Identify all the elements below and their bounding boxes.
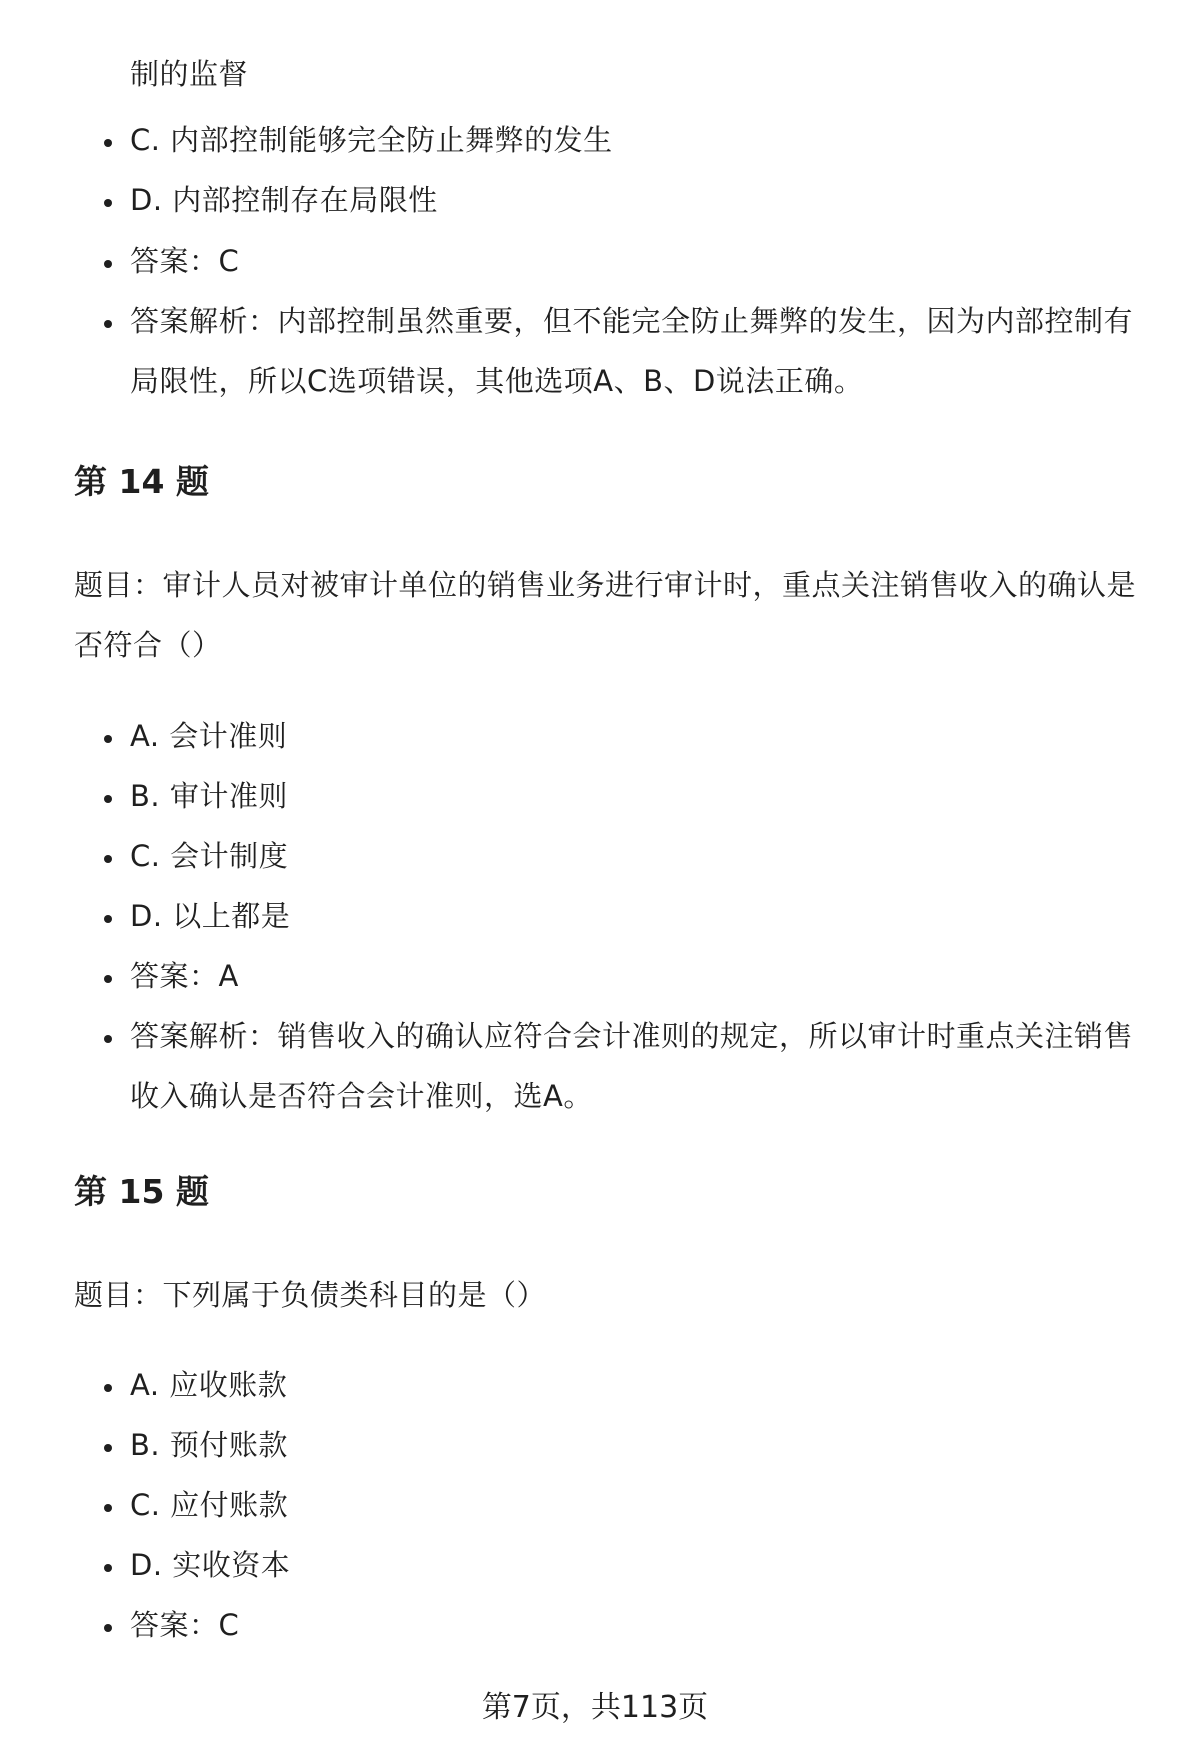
question-15-option-a: A. 应收账款	[130, 1368, 288, 1402]
bullet-icon	[104, 320, 112, 328]
bullet-icon	[104, 735, 112, 743]
bullet-icon	[104, 1444, 112, 1452]
question-14-analysis-line1: 答案解析：销售收入的确认应符合会计准则的规定，所以审计时重点关注销售	[130, 1019, 1134, 1053]
bullet-icon	[104, 1504, 112, 1512]
prev-option-b-continuation: 制的监督	[130, 57, 249, 91]
bullet-icon	[104, 1035, 112, 1043]
bullet-icon	[104, 1384, 112, 1392]
question-14-analysis-line2: 收入确认是否符合会计准则，选A。	[130, 1079, 593, 1113]
bullet-icon	[104, 1564, 112, 1572]
question-14-option-a: A. 会计准则	[130, 719, 288, 753]
prev-answer: 答案：C	[130, 244, 240, 278]
question-15-answer: 答案：C	[130, 1608, 240, 1642]
question-14-stem-line1: 题目：审计人员对被审计单位的销售业务进行审计时，重点关注销售收入的确认是	[74, 568, 1137, 602]
prev-option-d: D. 内部控制存在局限性	[130, 183, 438, 217]
question-15-stem-line1: 题目：下列属于负债类科目的是（）	[74, 1278, 547, 1312]
question-15-heading: 第 15 题	[74, 1172, 209, 1211]
bullet-icon	[104, 260, 112, 268]
question-15-option-b: B. 预付账款	[130, 1428, 288, 1462]
question-14-option-c: C. 会计制度	[130, 839, 289, 873]
question-14-heading: 第 14 题	[74, 462, 209, 501]
bullet-icon	[104, 795, 112, 803]
prev-option-c: C. 内部控制能够完全防止舞弊的发生	[130, 123, 613, 157]
bullet-icon	[104, 975, 112, 983]
question-15-option-c: C. 应付账款	[130, 1488, 289, 1522]
prev-analysis-line2: 局限性，所以C选项错误，其他选项A、B、D说法正确。	[130, 364, 864, 398]
question-15-option-d: D. 实收资本	[130, 1548, 291, 1582]
bullet-icon	[104, 199, 112, 207]
bullet-icon	[104, 1624, 112, 1632]
bullet-icon	[104, 855, 112, 863]
page-number: 第7页，共113页	[481, 1690, 709, 1725]
bullet-icon	[104, 139, 112, 147]
question-14-answer: 答案：A	[130, 959, 239, 993]
question-14-stem-line2: 否符合（）	[74, 628, 222, 662]
question-14-option-b: B. 审计准则	[130, 779, 288, 813]
prev-analysis-line1: 答案解析：内部控制虽然重要，但不能完全防止舞弊的发生，因为内部控制有	[130, 304, 1134, 338]
bullet-icon	[104, 915, 112, 923]
question-14-option-d: D. 以上都是	[130, 899, 291, 933]
